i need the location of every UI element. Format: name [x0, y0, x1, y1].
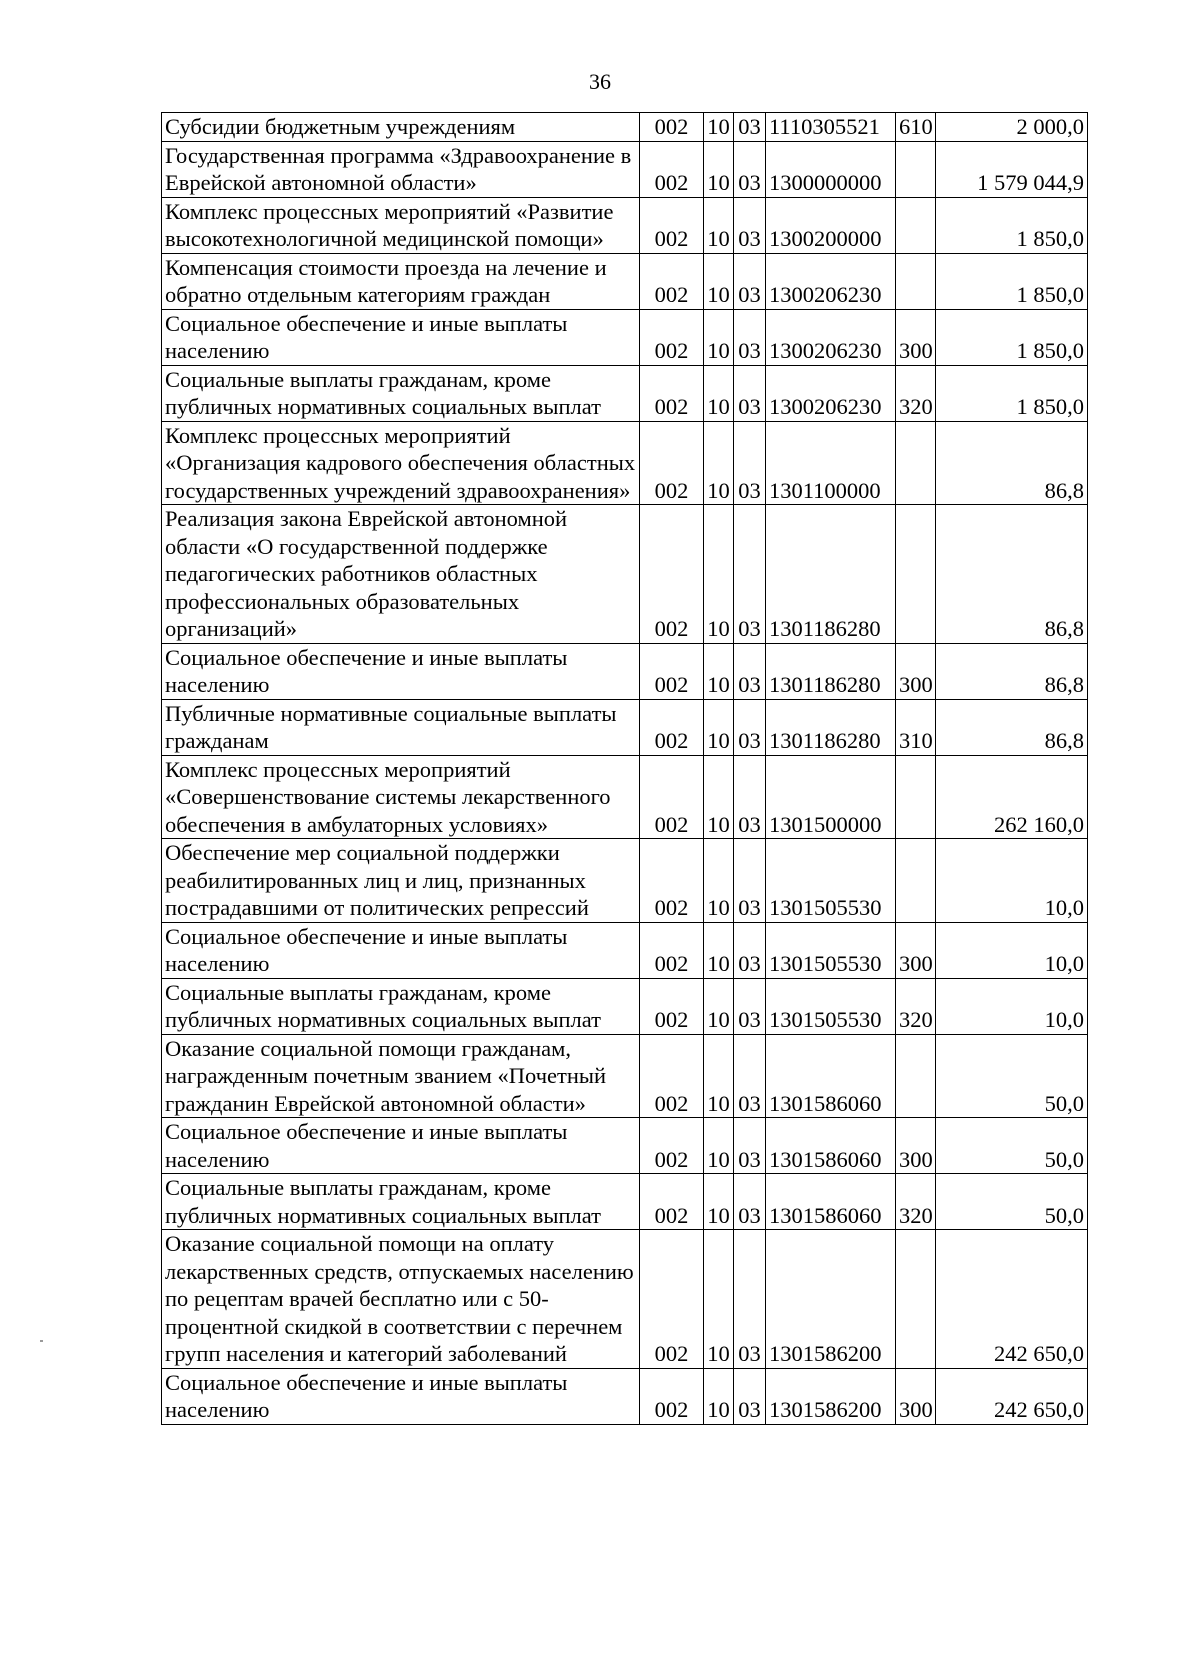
expense-type-cell — [896, 421, 936, 505]
table-row — [162, 1118, 1088, 1174]
row-name-cell: Комплекс процессных мероприятий «Развитие высокотехнологичной медицинской помощи» — [162, 197, 640, 253]
row-name-cell: Реализация закона Еврейской автономной области «О государственной поддержке педагогических работников областных профессиональных образовательных организаций» — [162, 505, 640, 644]
expense-type-cell — [896, 1230, 936, 1369]
amount-cell: 1 850,0 — [936, 197, 1088, 253]
table-row — [162, 1034, 1088, 1118]
subsection-code-cell: 03 — [734, 1034, 766, 1118]
expense-type-cell: 320 — [896, 1174, 936, 1230]
expense-type-cell: 300 — [896, 1118, 936, 1174]
expense-type-cell — [896, 1034, 936, 1118]
admin-code-cell: 002 — [640, 755, 704, 839]
amount-cell: 86,8 — [936, 505, 1088, 644]
row-name-cell: Оказание социальной помощи гражданам, награжденным почетным званием «Почетный гражданин Еврейской автономной области» — [162, 1034, 640, 1118]
table-row — [162, 755, 1088, 839]
section-code-cell: 10 — [704, 1174, 734, 1230]
row-name-cell: Компенсация стоимости проезда на лечение и обратно отдельным категориям граждан — [162, 253, 640, 309]
subsection-code-cell: 03 — [734, 421, 766, 505]
target-article-cell: 1300206230 — [766, 253, 896, 309]
table-row — [162, 365, 1088, 421]
target-article-cell: 1301186280 — [766, 505, 896, 644]
target-article-cell: 1300200000 — [766, 197, 896, 253]
section-code-cell: 10 — [704, 253, 734, 309]
target-article-cell: 1301505530 — [766, 839, 896, 923]
target-article-cell: 1301586200 — [766, 1368, 896, 1424]
amount-cell: 1 579 044,9 — [936, 141, 1088, 197]
amount-cell: 242 650,0 — [936, 1230, 1088, 1369]
admin-code-cell: 002 — [640, 922, 704, 978]
amount-cell: 50,0 — [936, 1118, 1088, 1174]
table-row — [162, 505, 1088, 644]
target-article-cell: 1301186280 — [766, 699, 896, 755]
expense-type-cell: 310 — [896, 699, 936, 755]
target-article-cell: 1301505530 — [766, 978, 896, 1034]
subsection-code-cell: 03 — [734, 141, 766, 197]
row-name-cell: Социальные выплаты гражданам, кроме публичных нормативных социальных выплат — [162, 1174, 640, 1230]
table-row — [162, 309, 1088, 365]
admin-code-cell: 002 — [640, 253, 704, 309]
table-row — [162, 643, 1088, 699]
row-name-cell: Государственная программа «Здравоохранение в Еврейской автономной области» — [162, 141, 640, 197]
expense-type-cell — [896, 839, 936, 923]
expense-type-cell — [896, 505, 936, 644]
subsection-code-cell: 03 — [734, 699, 766, 755]
expense-type-cell: 300 — [896, 309, 936, 365]
table-row — [162, 141, 1088, 197]
table-row — [162, 978, 1088, 1034]
table-row — [162, 839, 1088, 923]
section-code-cell: 10 — [704, 699, 734, 755]
amount-cell: 1 850,0 — [936, 365, 1088, 421]
subsection-code-cell: 03 — [734, 978, 766, 1034]
section-code-cell: 10 — [704, 365, 734, 421]
subsection-code-cell: 03 — [734, 365, 766, 421]
admin-code-cell: 002 — [640, 839, 704, 923]
expense-type-cell: 300 — [896, 643, 936, 699]
admin-code-cell: 002 — [640, 1118, 704, 1174]
row-name-cell: Социальное обеспечение и иные выплаты населению — [162, 922, 640, 978]
row-name-cell: Социальное обеспечение и иные выплаты населению — [162, 309, 640, 365]
table-row — [162, 253, 1088, 309]
row-name-cell: Социальное обеспечение и иные выплаты населению — [162, 643, 640, 699]
amount-cell: 2 000,0 — [936, 113, 1088, 142]
target-article-cell: 1301586060 — [766, 1174, 896, 1230]
subsection-code-cell: 03 — [734, 1118, 766, 1174]
section-code-cell: 10 — [704, 1034, 734, 1118]
target-article-cell: 1301100000 — [766, 421, 896, 505]
section-code-cell: 10 — [704, 1118, 734, 1174]
amount-cell: 1 850,0 — [936, 309, 1088, 365]
admin-code-cell: 002 — [640, 505, 704, 644]
subsection-code-cell: 03 — [734, 505, 766, 644]
admin-code-cell: 002 — [640, 309, 704, 365]
section-code-cell: 10 — [704, 421, 734, 505]
row-name-cell: Социальное обеспечение и иные выплаты населению — [162, 1368, 640, 1424]
expense-type-cell — [896, 197, 936, 253]
table-row — [162, 1368, 1088, 1424]
admin-code-cell: 002 — [640, 141, 704, 197]
subsection-code-cell: 03 — [734, 755, 766, 839]
target-article-cell: 1301500000 — [766, 755, 896, 839]
row-name-cell: Оказание социальной помощи на оплату лекарственных средств, отпускаемых населению по рецептам врачей бесплатно или с 50-процентной скидкой в соответствии с перечнем групп населения и категорий заболеваний — [162, 1230, 640, 1369]
expense-type-cell: 300 — [896, 1368, 936, 1424]
section-code-cell: 10 — [704, 197, 734, 253]
section-code-cell: 10 — [704, 922, 734, 978]
target-article-cell: 1300206230 — [766, 365, 896, 421]
scan-artifact — [40, 1340, 43, 1342]
amount-cell: 50,0 — [936, 1174, 1088, 1230]
expense-type-cell — [896, 253, 936, 309]
target-article-cell: 1300206230 — [766, 309, 896, 365]
admin-code-cell: 002 — [640, 1034, 704, 1118]
amount-cell: 262 160,0 — [936, 755, 1088, 839]
section-code-cell: 10 — [704, 839, 734, 923]
page-number: 36 — [589, 69, 611, 94]
admin-code-cell: 002 — [640, 978, 704, 1034]
admin-code-cell: 002 — [640, 1174, 704, 1230]
subsection-code-cell: 03 — [734, 643, 766, 699]
amount-cell: 1 850,0 — [936, 253, 1088, 309]
table-row — [162, 1230, 1088, 1369]
subsection-code-cell: 03 — [734, 253, 766, 309]
amount-cell: 86,8 — [936, 699, 1088, 755]
target-article-cell: 1301586200 — [766, 1230, 896, 1369]
subsection-code-cell: 03 — [734, 1368, 766, 1424]
row-name-cell: Публичные нормативные социальные выплаты гражданам — [162, 699, 640, 755]
section-code-cell: 10 — [704, 141, 734, 197]
target-article-cell: 1301505530 — [766, 922, 896, 978]
row-name-cell: Социальное обеспечение и иные выплаты населению — [162, 1118, 640, 1174]
target-article-cell: 1301186280 — [766, 643, 896, 699]
row-name-cell: Обеспечение мер социальной поддержки реабилитированных лиц и лиц, признанных пострадавшими от политических репрессий — [162, 839, 640, 923]
row-name-cell: Социальные выплаты гражданам, кроме публичных нормативных социальных выплат — [162, 978, 640, 1034]
admin-code-cell: 002 — [640, 699, 704, 755]
amount-cell: 86,8 — [936, 643, 1088, 699]
table-row — [162, 1174, 1088, 1230]
admin-code-cell: 002 — [640, 643, 704, 699]
section-code-cell: 10 — [704, 505, 734, 644]
expense-type-cell — [896, 141, 936, 197]
admin-code-cell: 002 — [640, 365, 704, 421]
amount-cell: 10,0 — [936, 978, 1088, 1034]
section-code-cell: 10 — [704, 643, 734, 699]
table-row — [162, 197, 1088, 253]
amount-cell: 50,0 — [936, 1034, 1088, 1118]
subsection-code-cell: 03 — [734, 197, 766, 253]
expense-type-cell: 610 — [896, 113, 936, 142]
section-code-cell: 10 — [704, 113, 734, 142]
table-row — [162, 699, 1088, 755]
amount-cell: 86,8 — [936, 421, 1088, 505]
subsection-code-cell: 03 — [734, 1174, 766, 1230]
target-article-cell: 1300000000 — [766, 141, 896, 197]
table-row — [162, 922, 1088, 978]
admin-code-cell: 002 — [640, 1368, 704, 1424]
table-row — [162, 113, 1088, 142]
amount-cell: 242 650,0 — [936, 1368, 1088, 1424]
budget-table-body — [162, 113, 1088, 1425]
section-code-cell: 10 — [704, 755, 734, 839]
admin-code-cell: 002 — [640, 1230, 704, 1369]
admin-code-cell: 002 — [640, 421, 704, 505]
expense-type-cell: 320 — [896, 978, 936, 1034]
subsection-code-cell: 03 — [734, 309, 766, 365]
row-name-cell: Субсидии бюджетным учреждениям — [162, 113, 640, 142]
target-article-cell: 1301586060 — [766, 1034, 896, 1118]
section-code-cell: 10 — [704, 1230, 734, 1369]
section-code-cell: 10 — [704, 978, 734, 1034]
target-article-cell: 1301586060 — [766, 1118, 896, 1174]
subsection-code-cell: 03 — [734, 922, 766, 978]
admin-code-cell: 002 — [640, 113, 704, 142]
row-name-cell: Комплекс процессных мероприятий «Организация кадрового обеспечения областных государственных учреждений здравоохранения» — [162, 421, 640, 505]
row-name-cell: Социальные выплаты гражданам, кроме публичных нормативных социальных выплат — [162, 365, 640, 421]
section-code-cell: 10 — [704, 1368, 734, 1424]
section-code-cell: 10 — [704, 309, 734, 365]
subsection-code-cell: 03 — [734, 1230, 766, 1369]
table-row — [162, 421, 1088, 505]
target-article-cell: 1110305521 — [766, 113, 896, 142]
amount-cell: 10,0 — [936, 922, 1088, 978]
amount-cell: 10,0 — [936, 839, 1088, 923]
subsection-code-cell: 03 — [734, 113, 766, 142]
subsection-code-cell: 03 — [734, 839, 766, 923]
expense-type-cell — [896, 755, 936, 839]
row-name-cell: Комплекс процессных мероприятий «Совершенствование системы лекарственного обеспечения в амбулаторных условиях» — [162, 755, 640, 839]
budget-table — [161, 112, 1088, 1425]
admin-code-cell: 002 — [640, 197, 704, 253]
expense-type-cell: 300 — [896, 922, 936, 978]
expense-type-cell: 320 — [896, 365, 936, 421]
